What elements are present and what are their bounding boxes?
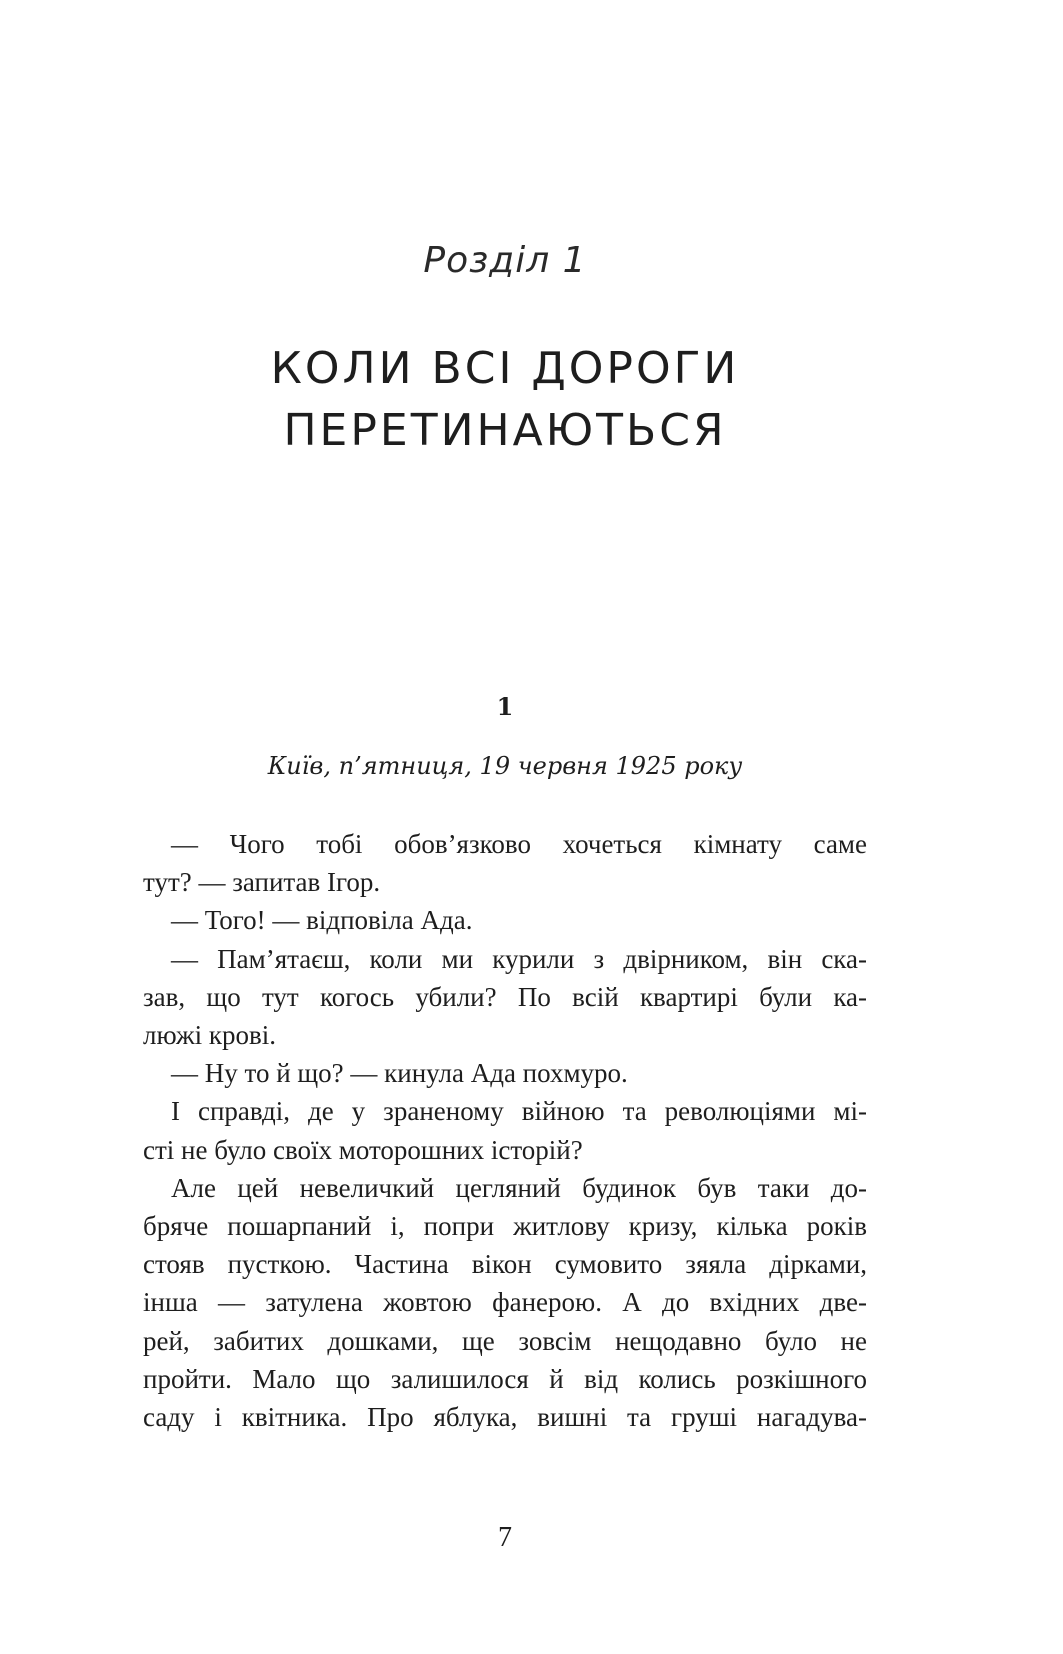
body-line: — Ну то й що? — кинула Ада похмуро. bbox=[171, 1058, 628, 1089]
chapter-title-line: ПЕРЕТИНАЮТЬСЯ bbox=[283, 405, 727, 456]
body-line: рей, забитих дошками, ще зовсім нещодавно було не bbox=[143, 1325, 867, 1356]
body-line: Але цей невеличкий цегляний будинок був таки до- bbox=[171, 1172, 867, 1203]
body-line: — Того! — відповіла Ада. bbox=[171, 905, 473, 936]
body-text bbox=[143, 825, 867, 1436]
body-line: саду і квітника. Про яблука, вишні та груші нагадува- bbox=[143, 1402, 867, 1433]
chapter-label: Розділ 1 bbox=[423, 240, 587, 281]
body-line: стояв пусткою. Частина вікон сумовито зяяла дірками, bbox=[143, 1249, 867, 1280]
body-line: пройти. Мало що залишилося й від колись розкішного bbox=[143, 1363, 867, 1394]
body-line: бряче пошарпаний і, попри житлову кризу, кілька років bbox=[143, 1211, 867, 1242]
body-line: тут? — запитав Ігор. bbox=[143, 867, 381, 898]
dateline: Київ, п’ятниця, 19 червня 1925 року bbox=[267, 752, 743, 780]
chapter-title bbox=[0, 338, 1010, 462]
body-line: сті не було своїх моторошних історій? bbox=[143, 1134, 583, 1165]
body-line: зав, що тут когось убили? По всій квартирі були ка- bbox=[143, 981, 867, 1012]
page-number: 7 bbox=[498, 1522, 512, 1553]
body-line: інша — затулена жовтою фанерою. А до вхідних две- bbox=[143, 1287, 867, 1318]
section-number: 1 bbox=[496, 692, 514, 721]
body-line: — Чого тобі обов’язково хочеться кімнату саме bbox=[171, 829, 867, 859]
body-line: І справді, де у зраненому війною та революціями мі- bbox=[171, 1096, 867, 1127]
chapter-title-line: КОЛИ ВСІ ДОРОГИ bbox=[270, 343, 740, 394]
body-line: люжі крові. bbox=[143, 1020, 276, 1051]
body-line: — Пам’ятаєш, коли ми курили з двірником, він ска- bbox=[171, 943, 867, 974]
